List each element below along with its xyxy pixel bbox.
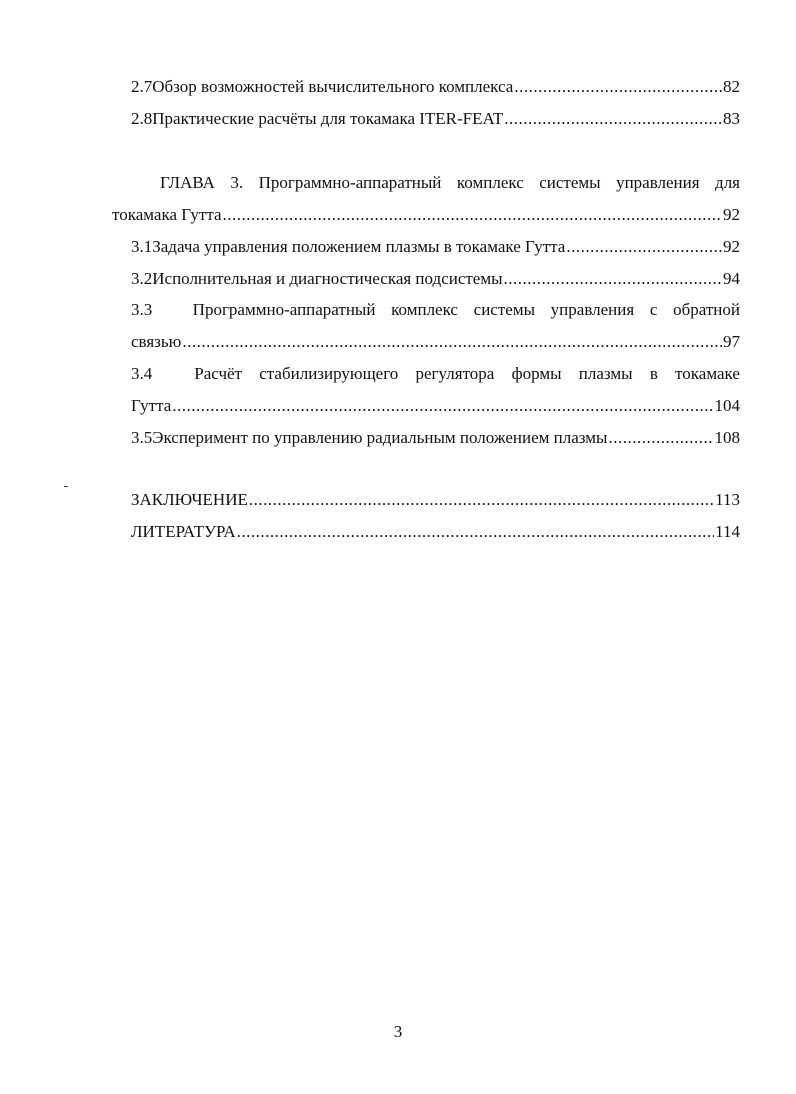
toc-entry-title: Практические расчёты для токамака ITER-FEAT [152,109,504,128]
toc-entry-title: связью [131,332,182,351]
chapter-3-heading-line2[interactable] [112,204,740,226]
dot-leader [608,427,713,449]
toc-entry-page: 114 [715,522,740,541]
entry-word: формы [511,364,562,383]
heading-word: ГЛАВА [160,173,215,192]
toc-entry-3-4-line1[interactable] [131,363,740,385]
toc-entry-page: 108 [714,428,740,447]
toc-entry-page: 82 [723,77,740,96]
toc-entry-title: Обзор возможностей вычислительного комплекса [152,77,514,96]
dot-leader [566,236,722,258]
toc-entry-page: 92 [723,237,740,256]
chapter-3-heading-line1[interactable] [160,172,740,194]
toc-entry-conclusion[interactable] [131,489,740,511]
toc-entry-number: 2.8 [131,109,153,128]
toc-entry-page: 104 [714,396,740,415]
toc-entry-page: 83 [723,109,740,128]
dot-leader [182,331,722,353]
toc-entry-3-2[interactable] [131,268,740,290]
toc-entry-title: Гутта [131,396,172,415]
heading-word: комплекс [456,173,524,192]
heading-word: системы [539,173,601,192]
entry-word: управления [550,300,635,319]
entry-word: Программно-аппаратный [192,300,376,319]
toc-entry-2-7[interactable] [131,76,740,98]
toc-entry-3-5[interactable] [131,427,740,449]
scan-artifact [64,486,68,487]
toc-entry-number: 3.3 [131,300,153,319]
toc-entry-3-3-line1[interactable] [131,299,740,321]
dot-leader [237,521,715,543]
toc-entry-title: Исполнительная и диагностическая подсистемы [152,269,503,288]
toc-entry-number: 2.7 [131,77,153,96]
entry-word: Расчёт [194,364,242,383]
entry-word: с [649,300,658,319]
toc-entry-page: 97 [723,332,740,351]
entry-word: комплекс [391,300,458,319]
entry-word: стабилизирующего [259,364,399,383]
entry-word: системы [473,300,535,319]
heading-word: для [715,173,740,192]
toc-entry-number: 3.5 [131,428,153,447]
toc-entry-page: 113 [715,490,740,509]
toc-entry-page: 94 [723,269,740,288]
toc-entry-number: 3.2 [131,269,153,288]
entry-word: обратной [673,300,740,319]
dot-leader [172,395,713,417]
toc-entry-literature[interactable] [131,521,740,543]
dot-leader [249,489,714,511]
entry-word: плазмы [578,364,633,383]
toc-entry-3-3-line2[interactable] [131,331,740,353]
toc-entry-title: Эксперимент по управлению радиальным положением плазмы [152,428,608,447]
page-number: 3 [393,1022,403,1041]
toc-entry-page: 92 [723,205,740,224]
toc-entry-title: токамака Гутта [112,205,222,224]
heading-word: Программно-аппаратный [258,173,442,192]
toc-entry-3-1[interactable] [131,236,740,258]
heading-word: управления [616,173,700,192]
dot-leader [504,268,722,290]
entry-word: токамаке [675,364,740,383]
toc-entry-title: ЗАКЛЮЧЕНИЕ [131,490,248,509]
dot-leader [514,76,722,98]
dot-leader [504,108,722,130]
heading-word: 3. [230,173,244,192]
toc-entry-3-4-line2[interactable] [131,395,740,417]
toc-entry-title: Задача управления положением плазмы в токамаке Гутта [152,237,566,256]
dot-leader [223,204,722,226]
toc-entry-2-8[interactable] [131,108,740,130]
toc-entry-number: 3.1 [131,237,153,256]
entry-word: в [649,364,658,383]
toc-entry-title: ЛИТЕРАТУРА [131,522,236,541]
entry-word: регулятора [415,364,495,383]
toc-entry-number: 3.4 [131,364,153,383]
